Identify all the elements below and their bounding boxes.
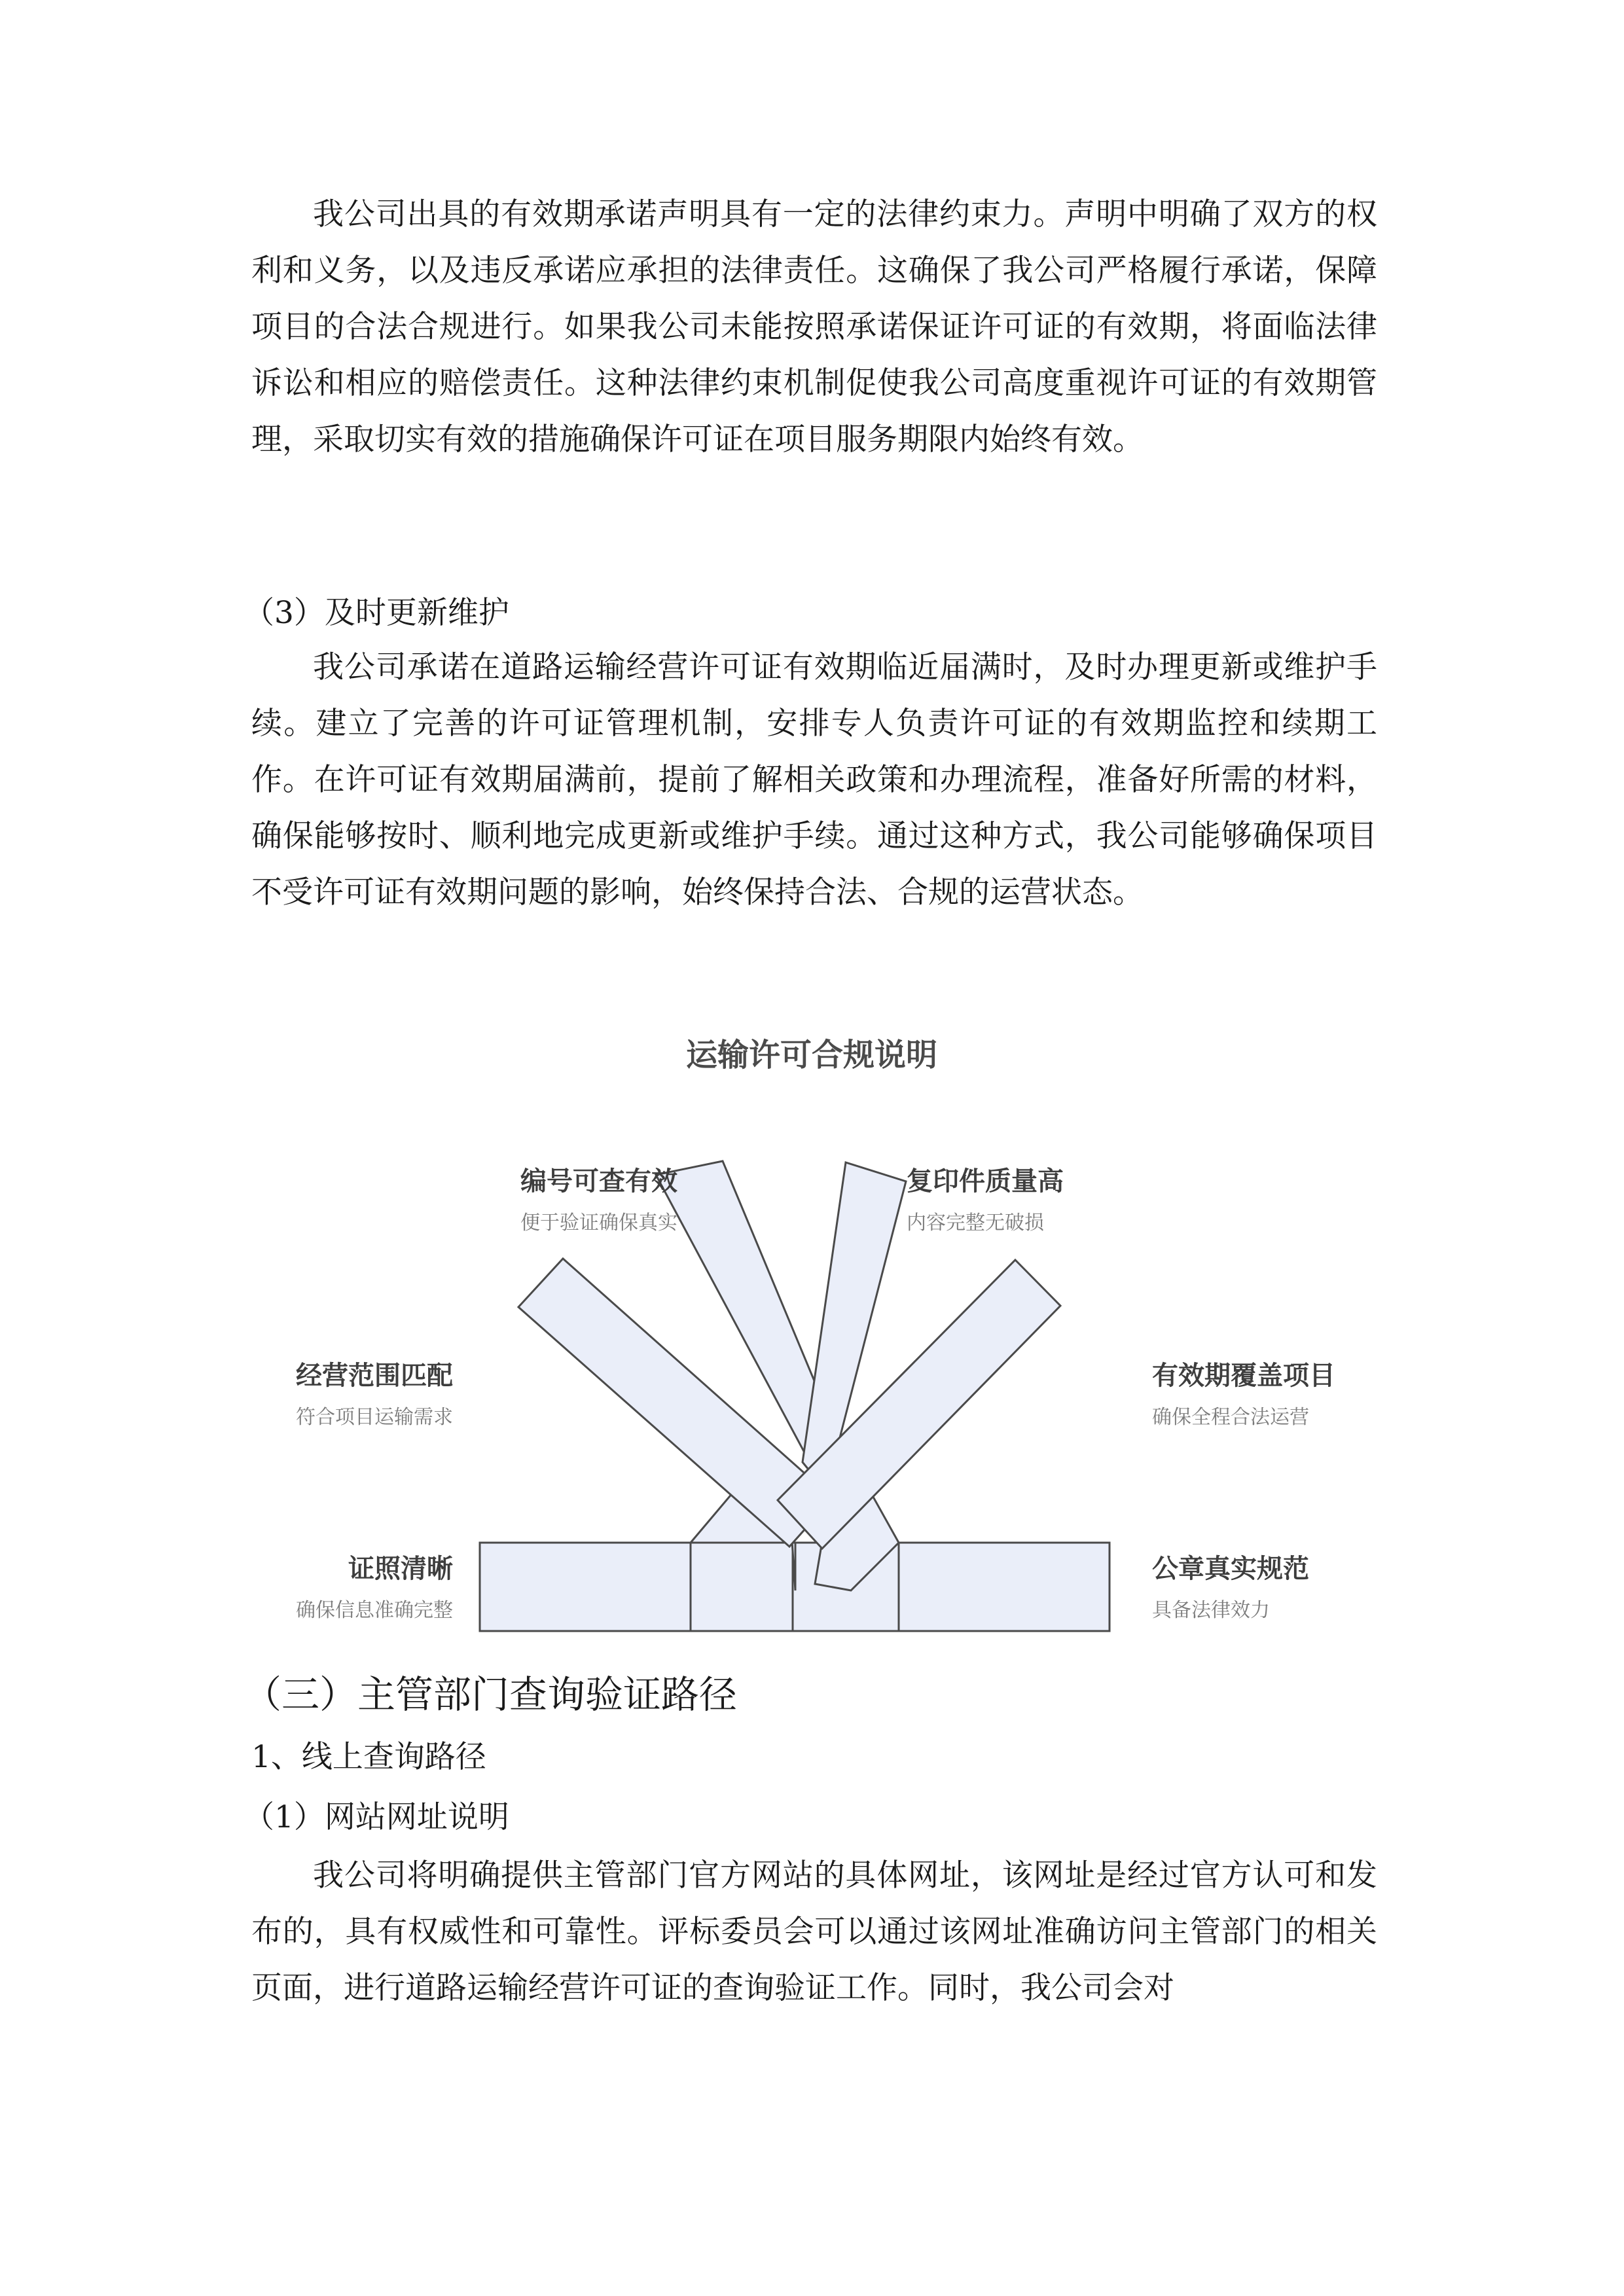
fan-block-left-inner [691, 1543, 795, 1631]
item-subtitle-number-valid: 便于验证确保真实 [520, 1211, 677, 1234]
subheading-website-url: （1）网站网址说明 [244, 1799, 509, 1835]
paragraph-website-url: 我公司将明确提供主管部门官方网站的具体网址，该网址是经过官方认可和发布的，具有权威性和可靠性。评标委员会可以通过该网址准确访问主管部门的相关页面，进行道路运输经营许可证的查询验证工作。同时，我公司会对 [251, 1857, 1377, 2006]
diagram-title: 运输许可合规说明 [685, 1037, 938, 1073]
fan-block-right-outer [899, 1543, 1110, 1631]
item-title-validity-cover: 有效期覆盖项目 [1152, 1361, 1335, 1391]
item-subtitle-license-clear: 确保信息准确完整 [296, 1599, 453, 1622]
item-title-number-valid: 编号可查有效 [520, 1166, 677, 1196]
item-subtitle-copy-quality: 内容完整无破损 [907, 1211, 1044, 1234]
item-subtitle-seal-genuine: 具备法律效力 [1152, 1599, 1270, 1622]
paragraph-timely-update: 我公司承诺在道路运输经营许可证有效期临近届满时，及时办理更新或维护手续。建立了完善的许可证管理机制，安排专人负责许可证的有效期监控和续期工作。在许可证有效期届满前，提前了解相关政策和办理流程，准备好所需的材料，确保能够按时、顺利地完成更新或维护手续。通过这种方式，我公司能够确保项目不受许可证有效期问题的影响，始终保持合法、合规的运营状态。 [251, 649, 1377, 910]
subheading-timely-update: （3）及时更新维护 [244, 595, 509, 631]
heading-online-query-path: 1、线上查询路径 [251, 1739, 486, 1775]
item-title-business-scope: 经营范围匹配 [296, 1361, 453, 1391]
item-title-seal-genuine: 公章真实规范 [1152, 1554, 1309, 1584]
fan-block-left-outer [480, 1543, 691, 1631]
item-subtitle-validity-cover: 确保全程合法运营 [1152, 1406, 1309, 1429]
paragraph-validity-commitment: 我公司出具的有效期承诺声明具有一定的法律约束力。声明中明确了双方的权利和义务，以及违反承诺应承担的法律责任。这确保了我公司严格履行承诺，保障项目的合法合规进行。如果我公司未能按照承诺保证许可证的有效期，将面临法律诉讼和相应的赔偿责任。这种法律约束机制促使我公司高度重视许可证的有效期管理，采取切实有效的措施确保许可证在项目服务期限内始终有效。 [251, 196, 1377, 457]
section-heading-verification-path: （三）主管部门查询验证路径 [244, 1672, 738, 1717]
item-title-license-clear: 证照清晰 [348, 1554, 453, 1584]
item-title-copy-quality: 复印件质量高 [907, 1166, 1064, 1196]
compliance-diagram [0, 1021, 1624, 1649]
item-subtitle-business-scope: 符合项目运输需求 [296, 1406, 453, 1429]
